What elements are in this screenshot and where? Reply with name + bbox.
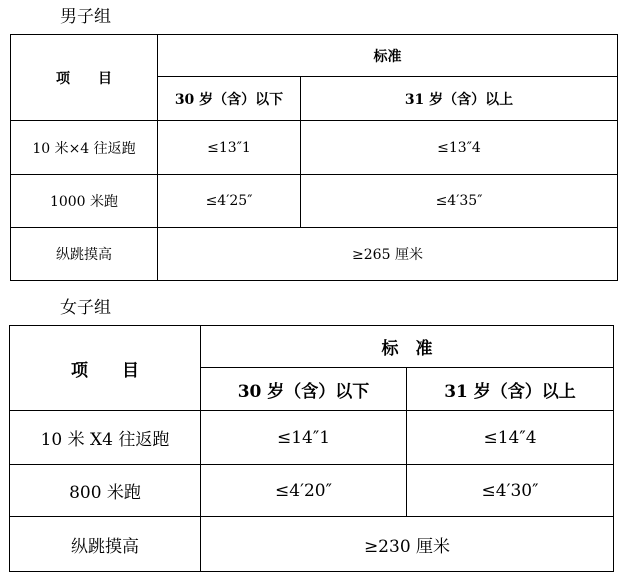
row-value-over: ≤4′30″ [407, 465, 614, 517]
row-item: 纵跳摸高 [11, 228, 158, 281]
table-row [11, 121, 618, 175]
row-value-all-ages: ≥265 厘米 [158, 228, 618, 281]
row-item: 1000 米跑 [11, 175, 158, 228]
women-standards-table [9, 325, 614, 572]
row-value-over: ≤13″4 [301, 121, 618, 175]
header-standard: 标 准 [201, 326, 614, 368]
row-item: 10 米×4 往返跑 [11, 121, 158, 175]
row-value-all-ages: ≥230 厘米 [201, 517, 614, 572]
row-item: 10 米 X4 往返跑 [10, 411, 201, 465]
header-standard: 标准 [158, 35, 618, 77]
table-row [11, 228, 618, 281]
row-value-under: ≤4′20″ [201, 465, 407, 517]
header-item: 项 目 [10, 326, 201, 411]
row-value-over: ≤4′35″ [301, 175, 618, 228]
row-item: 800 米跑 [10, 465, 201, 517]
row-value-under: ≤4′25″ [158, 175, 301, 228]
table-row [10, 411, 614, 465]
header-item: 项 目 [11, 35, 158, 121]
row-item: 纵跳摸高 [10, 517, 201, 572]
header-age-over-31: 31 岁（含）以上 [407, 368, 614, 411]
table-row [10, 465, 614, 517]
table-header-row [10, 326, 614, 368]
row-value-under: ≤13″1 [158, 121, 301, 175]
row-value-over: ≤14″4 [407, 411, 614, 465]
row-value-under: ≤14″1 [201, 411, 407, 465]
header-age-under-30: 30 岁（含）以下 [201, 368, 407, 411]
table-row [10, 517, 614, 572]
men-standards-table [10, 34, 618, 281]
men-group-title: 男子组 [60, 7, 111, 27]
header-age-under-30: 30 岁（含）以下 [158, 77, 301, 121]
table-header-row [11, 35, 618, 77]
header-age-over-31: 31 岁（含）以上 [301, 77, 618, 121]
women-group-title: 女子组 [60, 298, 111, 318]
table-row [11, 175, 618, 228]
